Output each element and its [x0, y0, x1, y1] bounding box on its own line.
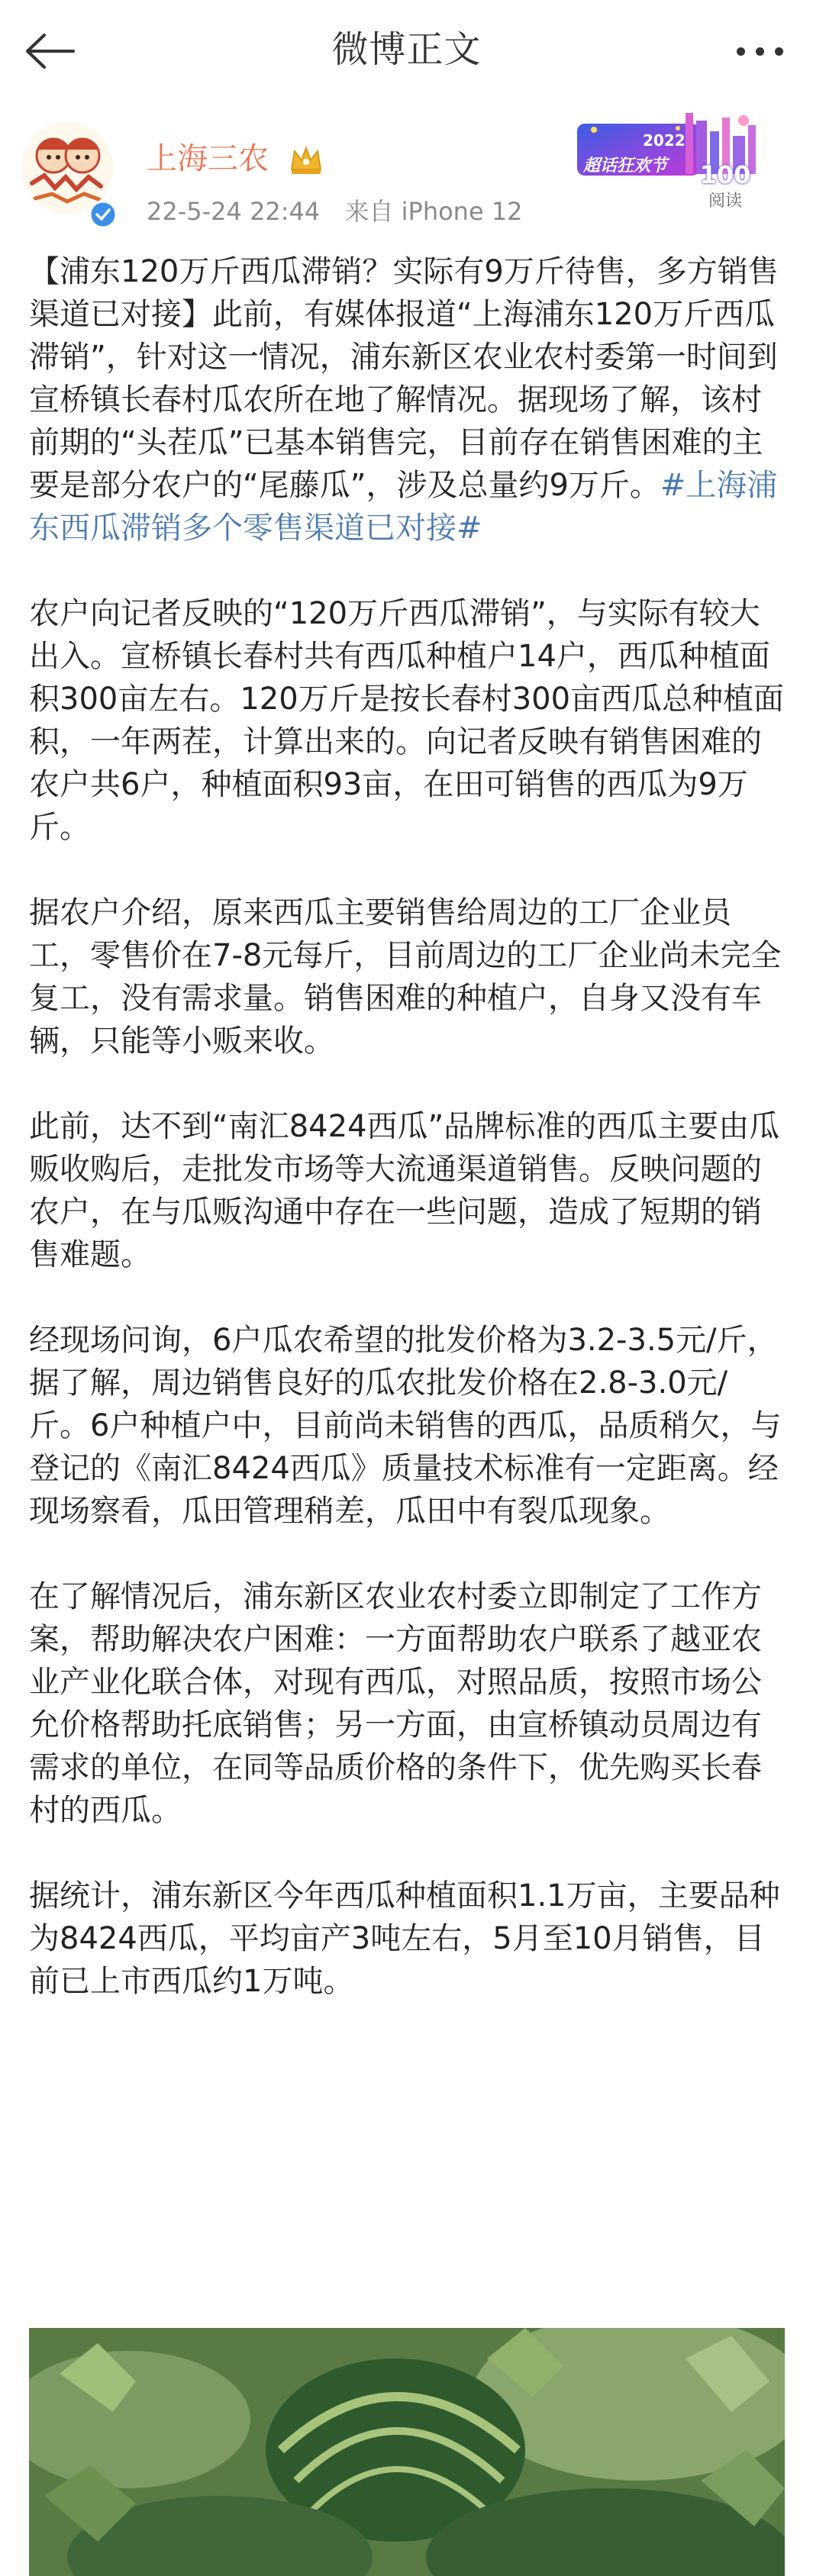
post-paragraph-3: 据农户介绍，原来西瓜主要销售给周边的工厂企业员工，零售价在7-8元每斤，目前周边的工厂企业尚未完全复工，没有需求量。销售困难的种植户，自身又没有车辆，只能等小贩来收。 [29, 895, 782, 1059]
read-count: 100 [699, 160, 751, 189]
watermelon-field-photo [29, 2328, 785, 2576]
member-crown-icon[interactable] [289, 143, 324, 176]
author-name[interactable]: 上海三农 [147, 141, 269, 176]
post-paragraph-7: 据统计，浦东新区今年西瓜种植面积1.1万亩，主要品种为8424西瓜，平均亩产3吨左右，5月至10月销售，目前已上市西瓜约1万吨。 [29, 1878, 780, 1999]
verified-badge-icon [89, 200, 118, 229]
event-badge[interactable] [571, 113, 763, 211]
post-image[interactable] [29, 2328, 785, 2576]
more-button[interactable] [721, 17, 798, 85]
post-source: 来自 iPhone 12 [344, 197, 523, 226]
read-label: 阅读 [708, 192, 742, 211]
post-paragraph-4: 此前，达不到“南汇8424西瓜”品牌标准的西瓜主要由瓜贩收购后，走批发市场等大流通渠道销售。反映问题的农户，在与瓜贩沟通中存在一些问题，造成了短期的销售难题。 [29, 1109, 780, 1272]
post-time: 22-5-24 22:44 [147, 197, 321, 226]
badge-title: 超话狂欢节 [583, 156, 668, 176]
more-dots-icon [775, 47, 783, 56]
top-nav-bar [0, 0, 813, 99]
post-paragraph-2: 农户向记者反映的“120万斤西瓜滞销”，与实际有较大出入。宣桥镇长春村共有西瓜种植户14户，西瓜种植面积300亩左右。120万斤是按长春村300亩西瓜总种植面积，一年两茬，计算出来的。向记者反映有销售困难的农户共6户，种植面积93亩，在田可销售的西瓜为9万斤。 [29, 596, 785, 845]
post-paragraph-1 [29, 250, 785, 550]
badge-year: 2022 [643, 131, 686, 150]
post-meta [147, 195, 523, 228]
more-dots-icon [756, 47, 764, 56]
post-body [29, 250, 785, 2003]
page-title: 微博正文 [331, 28, 482, 71]
post-paragraph-5: 经现场问询，6户瓜农希望的批发价格为3.2-3.5元/斤，据了解，周边销售良好的瓜农批发价格在2.8-3.0元/斤。6户种植户中，目前尚未销售的西瓜，品质稍欠，与登记的《南汇8424西瓜》质量技术标准有一定距离。经现场察看，瓜田管理稍差，瓜田中有裂瓜现象。 [29, 1323, 782, 1529]
post-text: 【浦东120万斤西瓜滞销？实际有9万斤待售，多方销售渠道已对接】此前，有媒体报道“上海浦东120万斤西瓜滞销”，针对这一情况，浦东新区农业农村委第一时间到宣桥镇长春村瓜农所在地了解情况。据现场了解，该村前期的“头茬瓜”已基本销售完，目前存在销售困难的主要是部分农户的“尾藤瓜”，涉及总量约9万斤。 [29, 254, 779, 503]
hashtag-link[interactable]: #上海浦东西瓜滞销多个零售渠道已对接# [29, 468, 778, 546]
more-dots-icon [737, 47, 745, 56]
post-paragraph-6: 在了解情况后，浦东新区农业农村委立即制定了工作方案，帮助解决农户困难：一方面帮助农户联系了越亚农业产业化联合体，对现有西瓜，对照品质，按照市场公允价格帮助托底销售；另一方面，由宣桥镇动员周边有需求的单位，在同等品质价格的条件下，优先购买长春村的西瓜。 [29, 1579, 762, 1828]
